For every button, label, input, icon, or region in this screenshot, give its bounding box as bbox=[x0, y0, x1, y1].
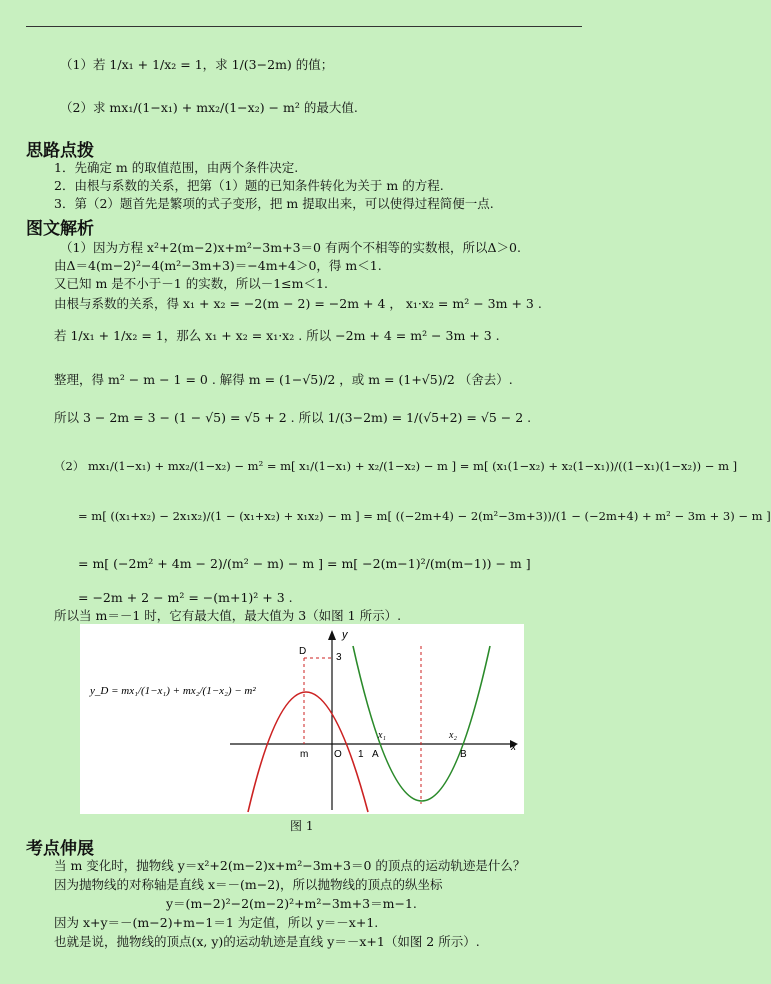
solution-line-1: （1）因为方程 x²+2(m−2)x+m²−3m+3＝0 有两个不相等的实数根，所以Δ＞0. bbox=[60, 240, 521, 255]
label-1: 1 bbox=[358, 749, 364, 760]
question-2: （2）求 mx₁/(1−x₁) + mx₂/(1−x₂) − m² 的最大值. bbox=[60, 100, 358, 115]
extension-line-5: 也就是说，抛物线的顶点(x, y)的运动轨迹是直线 y＝－x+1（如图 2 所示）. bbox=[54, 934, 480, 949]
extension-line-1: 当 m 变化时，抛物线 y＝x²+2(m−2)x+m²−3m+3＝0 的顶点的运动轨迹是什么？ bbox=[54, 858, 526, 873]
label-y: y bbox=[342, 629, 348, 641]
green-parabola bbox=[353, 646, 490, 801]
question-1: （1）若 1/x₁ + 1/x₂ = 1，求 1/(3−2m) 的值； bbox=[60, 57, 334, 72]
label-D: D bbox=[299, 646, 307, 657]
hint-line-1: 1．先确定 m 的取值范围，由两个条件决定. bbox=[54, 160, 299, 175]
y-axis-arrow bbox=[328, 630, 336, 640]
solution-line-5: 若 1/x₁ + 1/x₂ = 1，那么 x₁ + x₂ = x₁·x₂ . 所以 −2m + 4 = m² − 3m + 3 . bbox=[54, 328, 500, 343]
extension-line-2: 因为抛物线的对称轴是直线 x＝－(m−2)，所以抛物线的顶点的纵坐标 bbox=[54, 877, 443, 892]
label-O: O bbox=[334, 749, 342, 760]
figure-1 bbox=[80, 624, 524, 814]
label-x2: x₂ bbox=[449, 730, 457, 741]
label-x: x bbox=[511, 742, 516, 753]
label-m: m bbox=[300, 749, 309, 760]
part2-line-1: （2） mx₁/(1−x₁) + mx₂/(1−x₂) − m² = m[ x₁/(1−x₁) + x₂/(1−x₂) − m ] = m[ (x₁(1−x₂) + x₂(1−x₁))/((1−x₁)(1−x₂)) − m ] bbox=[54, 459, 738, 473]
part2-line-3: = m[ (−2m² + 4m − 2)/(m² − m) − m ] = m[ −2(m−1)²/(m(m−1)) − m ] bbox=[78, 556, 531, 571]
figure-formula: y_D = mx₁/(1−x₁) + mx₂/(1−x₂) − m² bbox=[90, 685, 256, 697]
part2-line-4: = −2m + 2 − m² = −(m+1)² + 3 . bbox=[78, 590, 293, 605]
label-B: B bbox=[460, 749, 467, 760]
label-A: A bbox=[372, 749, 379, 760]
solution-line-4: 由根与系数的关系，得 x₁ + x₂ = −2(m − 2) = −2m + 4 ， x₁·x₂ = m² − 3m + 3 . bbox=[54, 296, 542, 311]
section-heading-hints: 思路点拨 bbox=[26, 141, 94, 161]
solution-line-7: 所以 3 − 2m = 3 − (1 − √5) = √5 + 2 . 所以 1/(3−2m) = 1/(√5+2) = √5 − 2 . bbox=[54, 410, 532, 425]
label-3: 3 bbox=[336, 652, 342, 663]
solution-line-6: 整理，得 m² − m − 1 = 0 . 解得 m = (1−√5)/2 ，或 m = (1+√5)/2 （舍去）. bbox=[54, 372, 513, 387]
part2-line-2: = m[ ((x₁+x₂) − 2x₁x₂)/(1 − (x₁+x₂) + x₁x₂) − m ] = m[ ((−2m+4) − 2(m²−3m+3))/(1 − (−2m+4) + m² − 3m + 3) − m ] bbox=[78, 509, 771, 523]
extension-line-3: y＝(m−2)²−2(m−2)²+m²−3m+3＝m−1. bbox=[166, 896, 417, 911]
label-x1: x₁ bbox=[378, 730, 386, 741]
hint-line-3: 3．第（2）题首先是繁项的式子变形，把 m 提取出来，可以使得过程简便一点. bbox=[54, 196, 494, 211]
extension-line-4: 因为 x+y＝－(m−2)+m−1＝1 为定值，所以 y＝－x+1. bbox=[54, 915, 379, 930]
solution-line-3: 又已知 m 是不小于－1 的实数，所以－1≤m＜1. bbox=[54, 276, 328, 291]
hint-line-2: 2．由根与系数的关系，把第（1）题的已知条件转化为关于 m 的方程. bbox=[54, 178, 444, 193]
part2-conclusion: 所以当 m＝－1 时，它有最大值，最大值为 3（如图 1 所示）. bbox=[54, 608, 402, 623]
section-heading-extension: 考点伸展 bbox=[26, 839, 94, 859]
header-rule bbox=[26, 26, 582, 27]
solution-line-2: 由Δ＝4(m−2)²−4(m²−3m+3)＝−4m+4＞0，得 m＜1. bbox=[54, 258, 382, 273]
parabola-graph bbox=[80, 624, 524, 814]
figure-caption: 图 1 bbox=[290, 819, 314, 833]
section-heading-solution: 图文解析 bbox=[26, 219, 94, 239]
